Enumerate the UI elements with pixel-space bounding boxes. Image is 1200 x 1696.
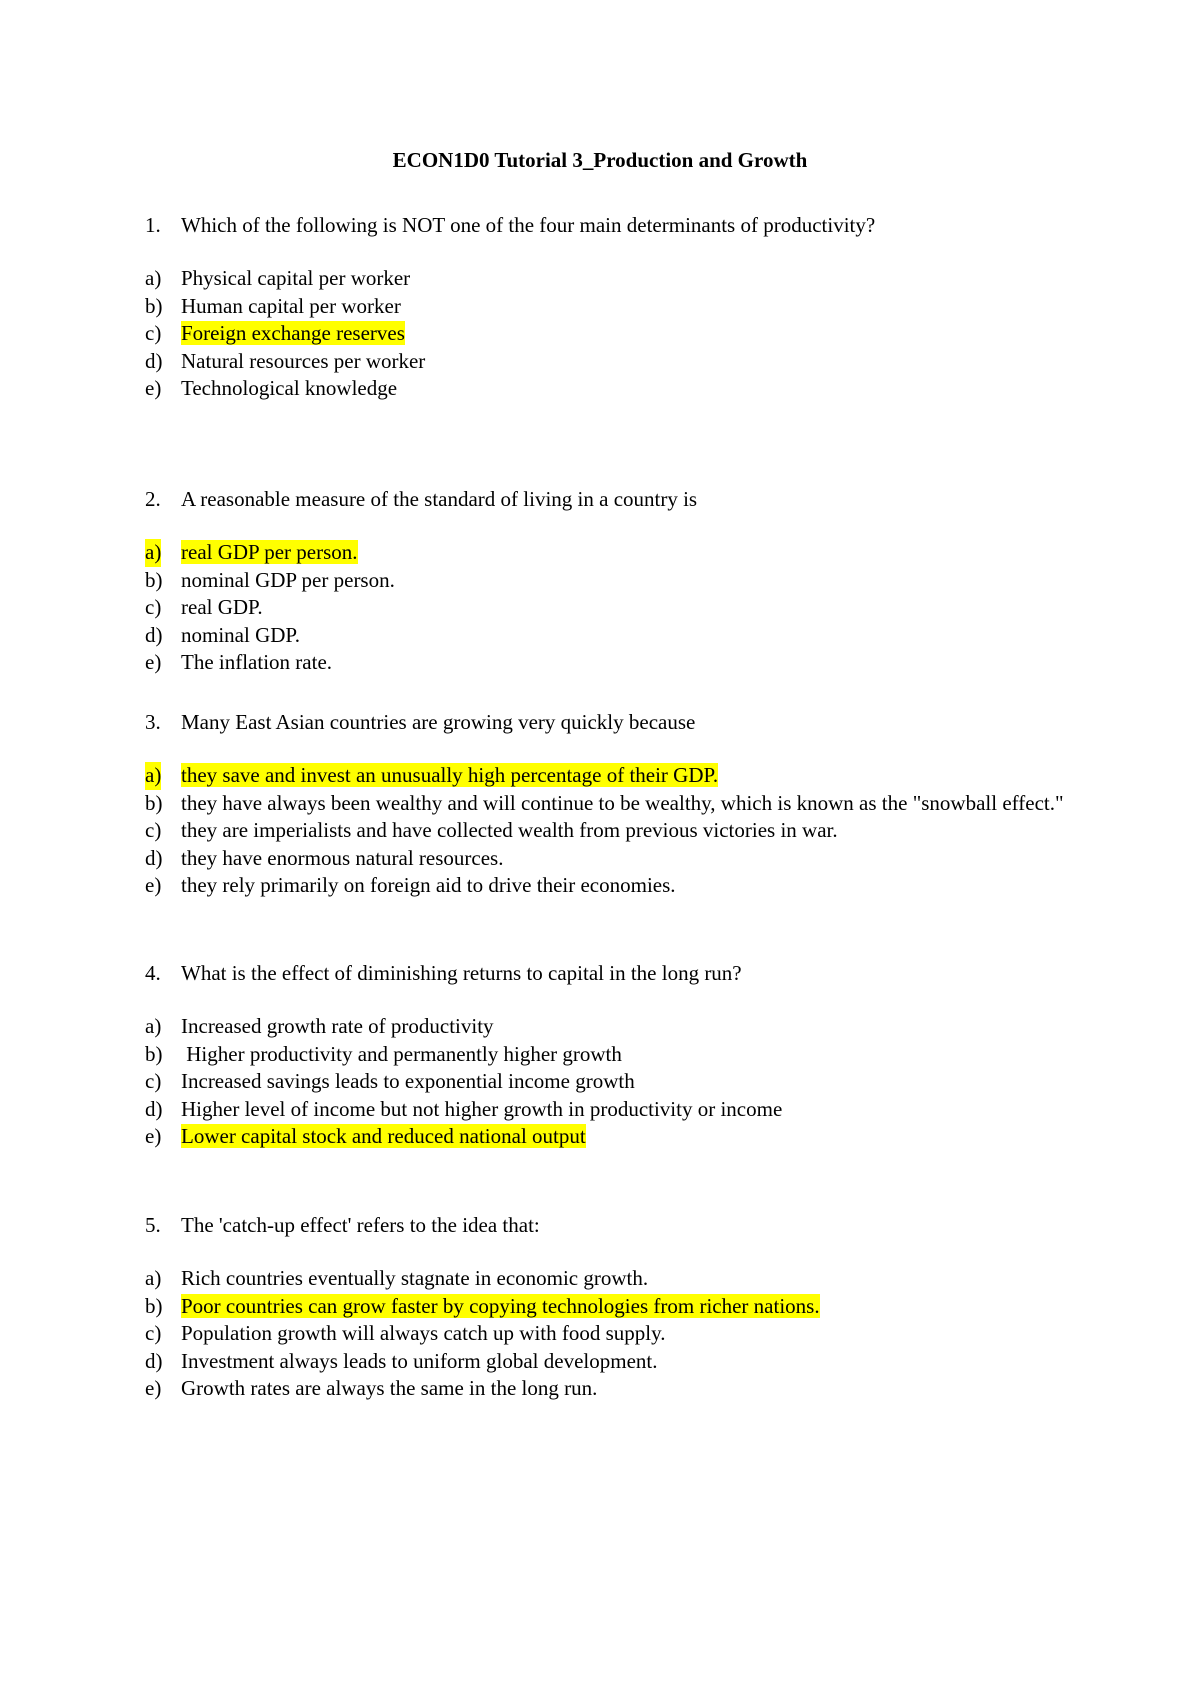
option-d bbox=[145, 348, 1065, 376]
option-text: nominal GDP per person. bbox=[181, 567, 395, 592]
option-letter: e) bbox=[145, 376, 162, 401]
option-letter: c) bbox=[145, 818, 162, 843]
option-c bbox=[145, 320, 1065, 348]
option-letter: e) bbox=[145, 650, 162, 675]
question-1 bbox=[145, 211, 1065, 403]
option-letter: a) bbox=[145, 1266, 162, 1290]
option-text: Physical capital per worker bbox=[181, 266, 411, 290]
option-letter: b) bbox=[145, 567, 163, 592]
option-e bbox=[145, 1375, 1065, 1403]
option-text: The inflation rate. bbox=[181, 650, 333, 675]
option-letter: a) bbox=[145, 762, 161, 790]
option-text: they rely primarily on foreign aid to drive their economies. bbox=[181, 873, 676, 898]
option-c bbox=[145, 594, 1065, 622]
option-letter: d) bbox=[145, 1348, 163, 1373]
option-letter: c) bbox=[145, 1321, 162, 1346]
question-number: 2. bbox=[145, 487, 161, 511]
option-a bbox=[145, 762, 1065, 790]
option-letter: e) bbox=[145, 1376, 162, 1401]
question-5 bbox=[145, 1211, 1065, 1403]
option-list bbox=[145, 539, 1065, 677]
option-text: real GDP. bbox=[181, 595, 263, 620]
option-a bbox=[145, 539, 1065, 567]
highlighted-answer: real GDP per person. bbox=[181, 540, 358, 564]
question-text: A reasonable measure of the standard of living in a country is bbox=[181, 487, 698, 511]
option-letter: b) bbox=[145, 790, 163, 815]
option-text: Increased savings leads to exponential income growth bbox=[181, 1069, 635, 1094]
option-b bbox=[145, 1041, 1065, 1069]
option-text: Investment always leads to uniform global development. bbox=[181, 1348, 658, 1373]
question-2 bbox=[145, 485, 1065, 677]
option-text: Technological knowledge bbox=[181, 376, 398, 401]
option-text: they have always been wealthy and will continue to be wealthy, which is known as the "snowball effect." bbox=[181, 790, 1064, 815]
option-letter: d) bbox=[145, 1096, 163, 1121]
option-e bbox=[145, 872, 1065, 900]
option-letter: c) bbox=[145, 321, 162, 346]
option-b bbox=[145, 293, 1065, 321]
option-text: they are imperialists and have collected wealth from previous victories in war. bbox=[181, 818, 838, 843]
option-text: Higher level of income but not higher growth in productivity or income bbox=[181, 1096, 783, 1121]
question-stem bbox=[145, 1211, 1065, 1239]
option-letter: e) bbox=[145, 1124, 162, 1149]
option-letter: d) bbox=[145, 622, 163, 647]
question-number: 1. bbox=[145, 213, 161, 237]
option-letter: b) bbox=[145, 1293, 163, 1318]
option-letter: d) bbox=[145, 845, 163, 870]
option-text: Growth rates are always the same in the long run. bbox=[181, 1376, 598, 1401]
option-letter: c) bbox=[145, 595, 162, 620]
document-title: ECON1D0 Tutorial 3_Production and Growth bbox=[392, 148, 808, 172]
option-e bbox=[145, 375, 1065, 403]
option-e bbox=[145, 1123, 1065, 1151]
highlighted-answer: they save and invest an unusually high percentage of their GDP. bbox=[181, 763, 719, 787]
option-c bbox=[145, 817, 1065, 845]
option-letter: e) bbox=[145, 873, 162, 898]
option-text: Higher productivity and permanently higher growth bbox=[181, 1041, 622, 1066]
option-d bbox=[145, 1096, 1065, 1124]
question-number: 3. bbox=[145, 710, 161, 734]
option-a bbox=[145, 265, 1065, 293]
question-number: 5. bbox=[145, 1213, 161, 1237]
option-b bbox=[145, 1293, 1065, 1321]
option-text: Natural resources per worker bbox=[181, 348, 426, 373]
option-letter: c) bbox=[145, 1069, 162, 1094]
option-letter: a) bbox=[145, 1014, 162, 1038]
question-4 bbox=[145, 959, 1065, 1151]
option-text: nominal GDP. bbox=[181, 622, 301, 647]
option-a bbox=[145, 1265, 1065, 1293]
question-3 bbox=[145, 708, 1065, 900]
question-number: 4. bbox=[145, 961, 161, 985]
option-letter: b) bbox=[145, 1041, 163, 1066]
option-text: Increased growth rate of productivity bbox=[181, 1014, 494, 1038]
option-d bbox=[145, 845, 1065, 873]
option-list bbox=[145, 1013, 1065, 1151]
option-text: Human capital per worker bbox=[181, 293, 401, 318]
highlighted-answer: Lower capital stock and reduced national output bbox=[181, 1124, 586, 1149]
option-d bbox=[145, 622, 1065, 650]
option-d bbox=[145, 1348, 1065, 1376]
option-list bbox=[145, 762, 1065, 900]
question-text: Many East Asian countries are growing very quickly because bbox=[181, 710, 696, 734]
option-letter: b) bbox=[145, 293, 163, 318]
option-b bbox=[145, 790, 1065, 818]
question-stem bbox=[145, 708, 1065, 736]
question-text: The 'catch-up effect' refers to the idea that: bbox=[181, 1213, 540, 1237]
option-c bbox=[145, 1320, 1065, 1348]
option-letter: a) bbox=[145, 539, 161, 567]
option-a bbox=[145, 1013, 1065, 1041]
highlighted-answer: Foreign exchange reserves bbox=[181, 321, 405, 346]
question-stem bbox=[145, 485, 1065, 513]
option-c bbox=[145, 1068, 1065, 1096]
option-text: they have enormous natural resources. bbox=[181, 845, 504, 870]
option-text: Rich countries eventually stagnate in economic growth. bbox=[181, 1266, 649, 1290]
option-e bbox=[145, 649, 1065, 677]
option-list bbox=[145, 1265, 1065, 1403]
option-b bbox=[145, 567, 1065, 595]
question-stem bbox=[145, 959, 1065, 987]
question-stem bbox=[145, 211, 1065, 239]
question-text: Which of the following is NOT one of the four main determinants of productivity? bbox=[181, 213, 876, 237]
highlighted-answer: Poor countries can grow faster by copying technologies from richer nations. bbox=[181, 1293, 820, 1318]
question-text: What is the effect of diminishing returns to capital in the long run? bbox=[181, 961, 742, 985]
option-text: Population growth will always catch up with food supply. bbox=[181, 1321, 666, 1346]
option-letter: a) bbox=[145, 266, 162, 290]
option-list bbox=[145, 265, 1065, 403]
option-letter: d) bbox=[145, 348, 163, 373]
